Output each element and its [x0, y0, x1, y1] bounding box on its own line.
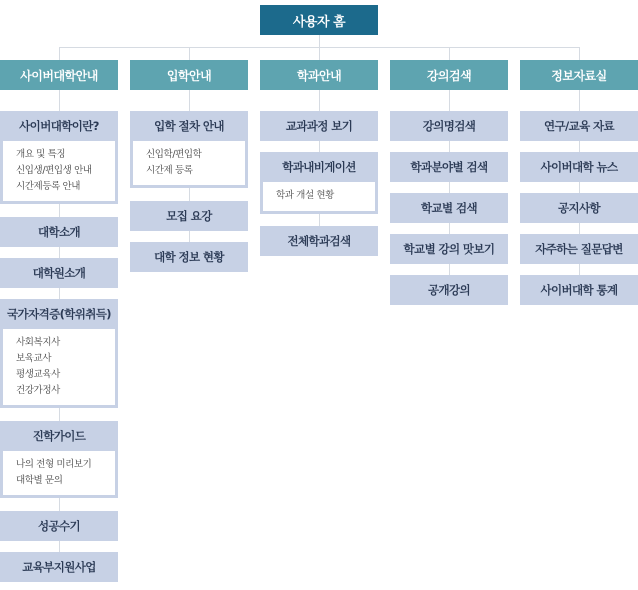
node-research-materials[interactable]: 연구/교육 자료	[520, 111, 638, 141]
sub-item[interactable]: 신입생/편입생 안내	[16, 165, 92, 176]
node-cyber-university-stats[interactable]: 사이버대학 통계	[520, 275, 638, 305]
node-admission-procedure	[130, 111, 248, 188]
category-department-guide[interactable]: 학과안내	[260, 60, 378, 90]
node-open-lectures[interactable]: 공개강의	[390, 275, 508, 305]
node-success-stories[interactable]: 성공수기	[0, 511, 118, 541]
node-cyber-university-news[interactable]: 사이버대학 뉴스	[520, 152, 638, 182]
node-lecture-name-search[interactable]: 강의명검색	[390, 111, 508, 141]
sub-item[interactable]: 개요 및 특징	[16, 149, 66, 160]
node-school-lecture-preview[interactable]: 학교별 강의 맛보기	[390, 234, 508, 264]
sub-item[interactable]: 시간제등록 안내	[16, 181, 81, 192]
node-faq[interactable]: 자주하는 질문답변	[520, 234, 638, 264]
category-info-archive[interactable]: 정보자료실	[520, 60, 638, 90]
node-title[interactable]: 학과내비게이션	[282, 160, 356, 174]
sub-item[interactable]: 대학별 문의	[16, 475, 63, 486]
node-title[interactable]: 사이버대학이란?	[19, 119, 99, 133]
node-recruitment-guidelines[interactable]: 모집 요강	[130, 201, 248, 231]
category-lecture-search[interactable]: 강의검색	[390, 60, 508, 90]
sub-item[interactable]: 평생교육사	[16, 369, 60, 380]
sub-item[interactable]: 사회복지사	[16, 337, 60, 348]
node-university-info-status[interactable]: 대학 정보 현황	[130, 242, 248, 272]
connector-col1	[189, 47, 190, 60]
sub-item[interactable]: 학과 개설 현황	[276, 190, 334, 201]
node-all-department-search[interactable]: 전체학과검색	[260, 226, 378, 256]
node-ministry-support-project[interactable]: 교육부지원사업	[0, 552, 118, 582]
node-field-search[interactable]: 학과분야별 검색	[390, 152, 508, 182]
connector-col2	[319, 47, 320, 60]
node-university-intro[interactable]: 대학소개	[0, 217, 118, 247]
node-department-navigation	[260, 152, 378, 214]
node-school-search[interactable]: 학교별 검색	[390, 193, 508, 223]
connector-col0	[59, 47, 60, 60]
node-what-is-cyber-university	[0, 111, 118, 204]
sub-item[interactable]: 신입학/편입학	[146, 149, 202, 160]
sub-item[interactable]: 시간제 등록	[146, 165, 193, 176]
sub-list	[3, 329, 115, 405]
sub-list	[263, 182, 375, 211]
category-admission-guide[interactable]: 입학안내	[130, 60, 248, 90]
sub-list	[3, 141, 115, 201]
sub-item[interactable]: 보육교사	[16, 353, 52, 364]
node-national-certificates	[0, 299, 118, 408]
sub-list	[133, 141, 245, 185]
node-title[interactable]: 진학가이드	[32, 429, 86, 443]
connector-col4	[579, 47, 580, 60]
category-cyber-university-guide[interactable]: 사이버대학안내	[0, 60, 118, 90]
sub-item[interactable]: 건강가정사	[16, 385, 60, 396]
sub-list	[3, 451, 115, 495]
node-notices[interactable]: 공지사항	[520, 193, 638, 223]
node-graduate-school-intro[interactable]: 대학원소개	[0, 258, 118, 288]
connector-col3	[449, 47, 450, 60]
node-admission-guide	[0, 421, 118, 498]
node-title[interactable]: 입학 절차 안내	[154, 119, 224, 133]
sub-item[interactable]: 나의 전형 미리보기	[16, 459, 92, 470]
node-title[interactable]: 국가자격증(학위취득)	[7, 307, 111, 321]
node-curriculum-view[interactable]: 교과과정 보기	[260, 111, 378, 141]
root-node-user-home[interactable]: 사용자 홈	[260, 5, 378, 35]
